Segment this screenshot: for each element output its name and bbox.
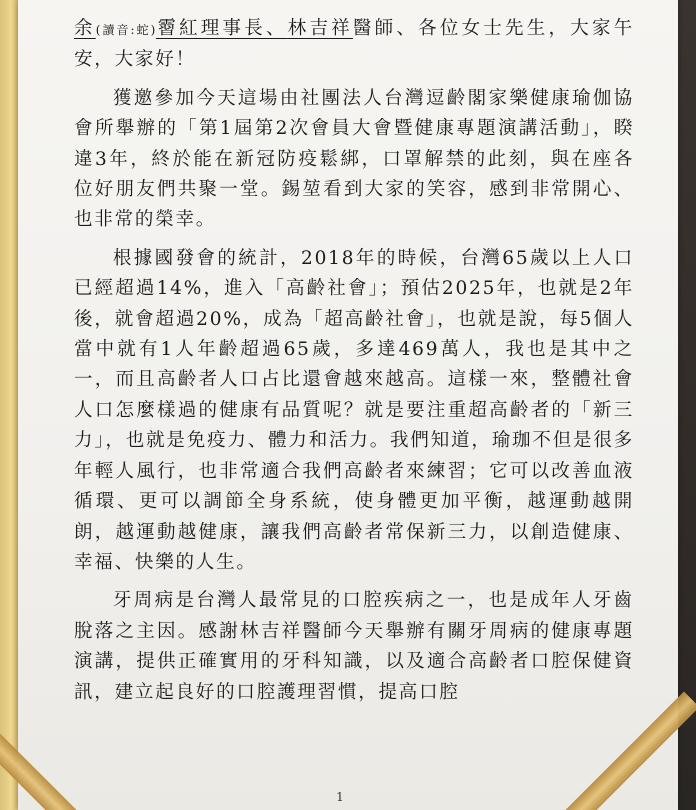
paragraph-3: 牙周病是台灣人最常見的口腔疾病之一，也是成年人牙齒脫落之主因。感謝林吉祥醫師今天舉辦有關牙周病的健康專題演講，提供正確實用的牙科知識，以及適合高齡者口腔保健資訊，建立起良好的口腔護理習慣，提高口腔 (74, 590, 634, 703)
paragraph-1: 獲邀參加今天這場由社團法人台灣逗齡閣家樂健康瑜伽協會所舉辦的「第1屆第2次會員大會暨健康專題演講活動」，睽違3年，終於能在新冠防疫鬆綁，口罩解禁的此刻，與在座各位好朋友們共聚一堂。錫堃看到大家的笑容，感到非常開心、也非常的榮幸。 (74, 87, 634, 231)
speech-text (74, 14, 634, 716)
honoree-name-2: 林吉祥 (287, 18, 353, 39)
honoree-name-1-rest: 霫紅理事長、 (155, 18, 288, 39)
honoree-name-1: 余 (74, 18, 96, 39)
pronunciation-note: (讀音:蛇) (95, 23, 156, 37)
page-number: 1 (336, 790, 344, 804)
paragraph-2: 根據國發會的統計，2018年的時候，台灣65歲以上人口已經超過14%，進入「高齡社會」；預估2025年，也就是2年後，就會超過20%，成為「超高齡社會」，也就是說，每5個人當中就有1人年齡超過65歲，多達469萬人，我也是其中之一，而且高齡者人口占比還會越來越高。這樣一來，整體社會人口怎麼樣過的健康有品質呢？就是要注重超高齡者的「新三力」，也就是免疫力、體力和活力。我們知道，瑜珈不但是很多年輕人風行，也非常適合我們高齡者來練習；它可以改善血液循環、更可以調節全身系統，使身體更加平衡，越運動越開朗，越運動越健康，讓我們高齡者常保新三力，以創造健康、幸福、快樂的人生。 (74, 247, 634, 573)
greeting-paragraph (74, 14, 634, 76)
greeting-rest: 醫師、各位女士先生，大家午安，大家好！ (74, 18, 634, 71)
document-page (18, 0, 678, 810)
